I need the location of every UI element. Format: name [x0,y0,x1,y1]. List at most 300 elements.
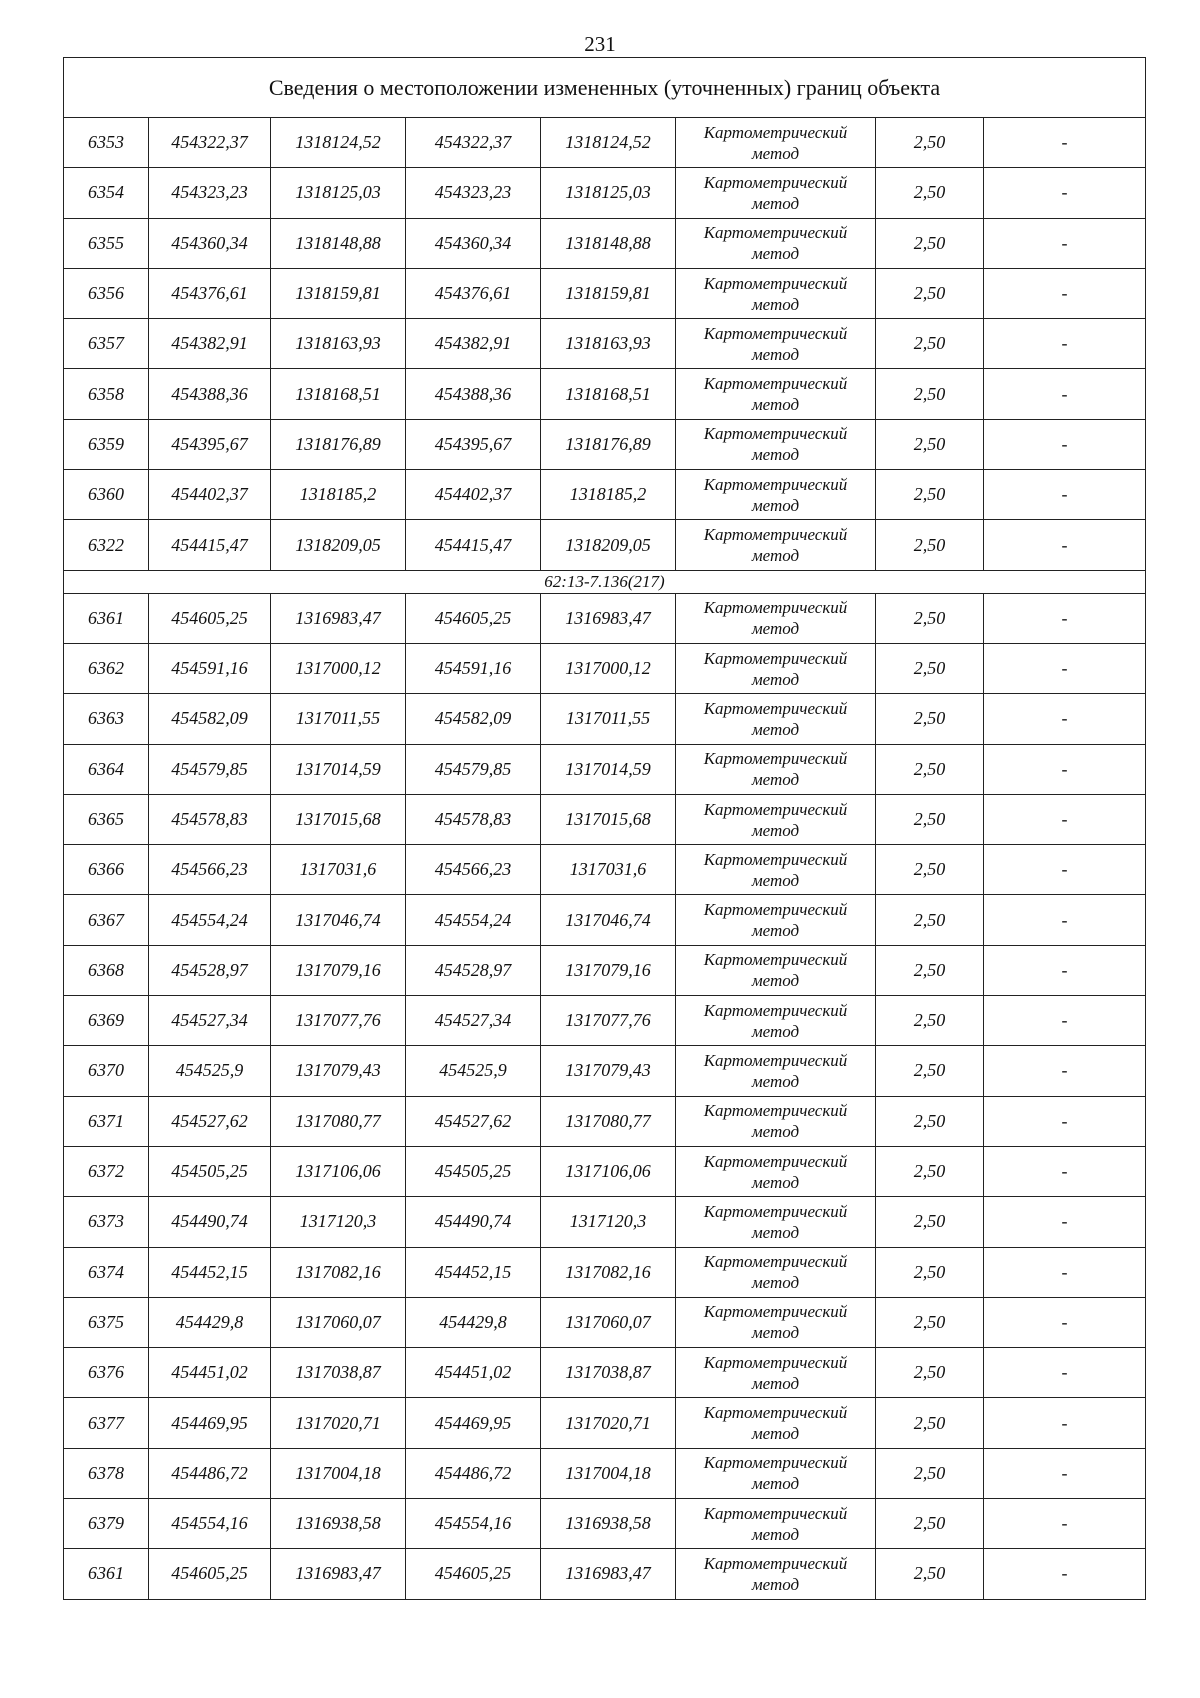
method-line-1: Картометрический [703,223,848,243]
method-line-1: Картометрический [703,172,848,192]
method-line-1: Картометрический [703,1050,848,1070]
method-line-2: метод [751,344,800,364]
y-new-cell: 1318209,05 [541,520,676,570]
x-new-cell: 454415,47 [406,520,541,570]
note-cell: - [984,643,1146,693]
point-number-cell: 6379 [64,1499,149,1549]
y-new-cell: 1318168,51 [541,369,676,419]
note-cell: - [984,1549,1146,1599]
method-line-1: Картометрический [703,474,848,494]
table-row [64,845,1146,895]
y-new-cell: 1317079,43 [541,1046,676,1096]
y-old-cell: 1317046,74 [271,895,406,945]
table-title: Сведения о местоположении измененных (уточненных) границ объекта [64,58,1146,118]
x-old-cell: 454322,37 [149,118,271,168]
method-line-1: Картометрический [703,698,848,718]
y-old-cell: 1318163,93 [271,319,406,369]
y-new-cell: 1317060,07 [541,1297,676,1347]
note-cell: - [984,520,1146,570]
x-new-cell: 454527,62 [406,1096,541,1146]
x-new-cell: 454579,85 [406,744,541,794]
y-new-cell: 1318125,03 [541,168,676,218]
y-new-cell: 1318185,2 [541,470,676,520]
table-row [64,1398,1146,1448]
method-line-1: Картометрический [703,424,848,444]
x-old-cell: 454554,16 [149,1499,271,1549]
method-line-2: метод [751,445,800,465]
x-new-cell: 454605,25 [406,1549,541,1599]
method-line-1: Картометрический [703,122,848,142]
y-old-cell: 1318176,89 [271,419,406,469]
x-old-cell: 454578,83 [149,794,271,844]
y-old-cell: 1317014,59 [271,744,406,794]
note-cell: - [984,1146,1146,1196]
method-line-2: метод [751,546,800,566]
method-cell [676,996,876,1046]
note-cell: - [984,1448,1146,1498]
x-new-cell: 454452,15 [406,1247,541,1297]
method-cell [676,118,876,168]
note-cell: - [984,1046,1146,1096]
table-row [64,1046,1146,1096]
method-line-2: метод [751,1172,800,1192]
y-new-cell: 1317077,76 [541,996,676,1046]
note-cell: - [984,1096,1146,1146]
y-old-cell: 1318168,51 [271,369,406,419]
x-new-cell: 454486,72 [406,1448,541,1498]
x-old-cell: 454591,16 [149,643,271,693]
point-number-cell: 6322 [64,520,149,570]
y-new-cell: 1317082,16 [541,1247,676,1297]
point-number-cell: 6353 [64,118,149,168]
x-new-cell: 454429,8 [406,1297,541,1347]
accuracy-cell: 2,50 [876,1499,984,1549]
y-old-cell: 1317031,6 [271,845,406,895]
y-new-cell: 1317004,18 [541,1448,676,1498]
note-cell: - [984,268,1146,318]
accuracy-cell: 2,50 [876,268,984,318]
y-new-cell: 1316983,47 [541,593,676,643]
y-new-cell: 1317020,71 [541,1398,676,1448]
accuracy-cell: 2,50 [876,1096,984,1146]
x-new-cell: 454591,16 [406,643,541,693]
note-cell: - [984,1348,1146,1398]
method-line-2: метод [751,921,800,941]
y-new-cell: 1318163,93 [541,319,676,369]
accuracy-cell: 2,50 [876,1297,984,1347]
x-old-cell: 454376,61 [149,268,271,318]
x-new-cell: 454554,24 [406,895,541,945]
y-new-cell: 1317011,55 [541,694,676,744]
table-row [64,643,1146,693]
accuracy-cell: 2,50 [876,1247,984,1297]
x-new-cell: 454376,61 [406,268,541,318]
y-new-cell: 1318176,89 [541,419,676,469]
method-line-2: метод [751,1424,800,1444]
y-new-cell: 1316983,47 [541,1549,676,1599]
method-line-1: Картометрический [703,598,848,618]
x-old-cell: 454469,95 [149,1398,271,1448]
method-line-1: Картометрический [703,1352,848,1372]
method-line-2: метод [751,770,800,790]
y-old-cell: 1318148,88 [271,218,406,268]
x-old-cell: 454582,09 [149,694,271,744]
table-row [64,1448,1146,1498]
method-line-1: Картометрический [703,1302,848,1322]
table-row [64,895,1146,945]
table-row [64,1247,1146,1297]
method-cell [676,218,876,268]
method-line-1: Картометрический [703,323,848,343]
note-cell: - [984,1297,1146,1347]
method-cell [676,168,876,218]
y-old-cell: 1317079,43 [271,1046,406,1096]
x-old-cell: 454382,91 [149,319,271,369]
method-line-1: Картометрический [703,950,848,970]
accuracy-cell: 2,50 [876,1146,984,1196]
method-line-1: Картометрический [703,648,848,668]
x-new-cell: 454395,67 [406,419,541,469]
note-cell: - [984,369,1146,419]
method-cell [676,643,876,693]
accuracy-cell: 2,50 [876,1197,984,1247]
x-old-cell: 454402,37 [149,470,271,520]
point-number-cell: 6373 [64,1197,149,1247]
table-row [64,996,1146,1046]
method-line-1: Картометрический [703,1403,848,1423]
accuracy-cell: 2,50 [876,419,984,469]
method-line-1: Картометрический [703,900,848,920]
method-line-1: Картометрический [703,1453,848,1473]
method-line-2: метод [751,870,800,890]
note-cell: - [984,945,1146,995]
x-old-cell: 454395,67 [149,419,271,469]
x-old-cell: 454605,25 [149,593,271,643]
y-new-cell: 1317106,06 [541,1146,676,1196]
point-number-cell: 6361 [64,1549,149,1599]
y-new-cell: 1317038,87 [541,1348,676,1398]
point-number-cell: 6378 [64,1448,149,1498]
method-line-2: метод [751,1474,800,1494]
accuracy-cell: 2,50 [876,845,984,895]
table-row [64,118,1146,168]
y-new-cell: 1317014,59 [541,744,676,794]
accuracy-cell: 2,50 [876,945,984,995]
x-new-cell: 454360,34 [406,218,541,268]
method-line-1: Картометрический [703,273,848,293]
table-row [64,470,1146,520]
y-old-cell: 1317082,16 [271,1247,406,1297]
method-cell [676,1348,876,1398]
point-number-cell: 6368 [64,945,149,995]
note-cell: - [984,996,1146,1046]
x-old-cell: 454525,9 [149,1046,271,1096]
method-line-2: метод [751,1373,800,1393]
note-cell: - [984,895,1146,945]
y-new-cell: 1316938,58 [541,1499,676,1549]
method-line-2: метод [751,193,800,213]
accuracy-cell: 2,50 [876,694,984,744]
method-cell [676,845,876,895]
accuracy-cell: 2,50 [876,218,984,268]
y-new-cell: 1318124,52 [541,118,676,168]
y-old-cell: 1317004,18 [271,1448,406,1498]
table-row [64,744,1146,794]
method-line-2: метод [751,820,800,840]
x-old-cell: 454429,8 [149,1297,271,1347]
point-number-cell: 6361 [64,593,149,643]
x-new-cell: 454525,9 [406,1046,541,1096]
accuracy-cell: 2,50 [876,593,984,643]
y-new-cell: 1318159,81 [541,268,676,318]
y-old-cell: 1317060,07 [271,1297,406,1347]
accuracy-cell: 2,50 [876,1046,984,1096]
table-row [64,268,1146,318]
method-cell [676,945,876,995]
accuracy-cell: 2,50 [876,895,984,945]
method-line-2: метод [751,294,800,314]
method-line-2: метод [751,1574,800,1594]
y-old-cell: 1318209,05 [271,520,406,570]
y-old-cell: 1317000,12 [271,643,406,693]
x-old-cell: 454554,24 [149,895,271,945]
method-line-2: метод [751,1071,800,1091]
x-old-cell: 454528,97 [149,945,271,995]
table-row [64,419,1146,469]
x-new-cell: 454382,91 [406,319,541,369]
coordinates-table-wrapper [63,57,1145,1600]
method-line-2: метод [751,971,800,991]
note-cell: - [984,1197,1146,1247]
section-header-row [64,570,1146,593]
point-number-cell: 6354 [64,168,149,218]
method-cell [676,1398,876,1448]
method-line-1: Картометрический [703,525,848,545]
x-new-cell: 454605,25 [406,593,541,643]
x-new-cell: 454528,97 [406,945,541,995]
y-old-cell: 1317079,16 [271,945,406,995]
y-old-cell: 1318159,81 [271,268,406,318]
x-new-cell: 454582,09 [406,694,541,744]
note-cell: - [984,1398,1146,1448]
x-old-cell: 454579,85 [149,744,271,794]
x-old-cell: 454566,23 [149,845,271,895]
note-cell: - [984,694,1146,744]
method-line-2: метод [751,495,800,515]
method-cell [676,1549,876,1599]
x-new-cell: 454566,23 [406,845,541,895]
accuracy-cell: 2,50 [876,369,984,419]
table-row [64,1297,1146,1347]
accuracy-cell: 2,50 [876,1398,984,1448]
method-line-1: Картометрический [703,1553,848,1573]
method-line-2: метод [751,719,800,739]
table-title-row [64,58,1146,118]
method-line-1: Картометрический [703,799,848,819]
method-cell [676,419,876,469]
y-new-cell: 1317046,74 [541,895,676,945]
method-cell [676,744,876,794]
y-old-cell: 1318124,52 [271,118,406,168]
method-line-1: Картометрический [703,1151,848,1171]
table-row [64,520,1146,570]
note-cell: - [984,1499,1146,1549]
point-number-cell: 6367 [64,895,149,945]
x-new-cell: 454388,36 [406,369,541,419]
method-line-2: метод [751,669,800,689]
table-row [64,1499,1146,1549]
note-cell: - [984,593,1146,643]
method-cell [676,520,876,570]
x-old-cell: 454486,72 [149,1448,271,1498]
section-header: 62:13-7.136(217) [64,570,1146,593]
x-old-cell: 454605,25 [149,1549,271,1599]
method-cell [676,794,876,844]
y-old-cell: 1317020,71 [271,1398,406,1448]
table-row [64,168,1146,218]
x-old-cell: 454451,02 [149,1348,271,1398]
x-new-cell: 454527,34 [406,996,541,1046]
method-line-1: Картометрический [703,749,848,769]
accuracy-cell: 2,50 [876,1448,984,1498]
x-old-cell: 454527,62 [149,1096,271,1146]
method-line-2: метод [751,1323,800,1343]
x-old-cell: 454388,36 [149,369,271,419]
point-number-cell: 6362 [64,643,149,693]
method-cell [676,268,876,318]
point-number-cell: 6366 [64,845,149,895]
y-old-cell: 1316938,58 [271,1499,406,1549]
accuracy-cell: 2,50 [876,794,984,844]
x-old-cell: 454360,34 [149,218,271,268]
note-cell: - [984,319,1146,369]
table-row [64,1146,1146,1196]
note-cell: - [984,845,1146,895]
method-line-1: Картометрический [703,374,848,394]
coordinates-table [63,57,1146,1600]
method-cell [676,1146,876,1196]
y-new-cell: 1317015,68 [541,794,676,844]
method-cell [676,694,876,744]
method-cell [676,895,876,945]
x-new-cell: 454578,83 [406,794,541,844]
method-line-1: Картометрический [703,849,848,869]
x-new-cell: 454451,02 [406,1348,541,1398]
x-old-cell: 454452,15 [149,1247,271,1297]
y-new-cell: 1317079,16 [541,945,676,995]
page-number: 231 [584,32,616,56]
x-old-cell: 454415,47 [149,520,271,570]
x-old-cell: 454490,74 [149,1197,271,1247]
table-row [64,945,1146,995]
accuracy-cell: 2,50 [876,1348,984,1398]
point-number-cell: 6375 [64,1297,149,1347]
accuracy-cell: 2,50 [876,1549,984,1599]
method-line-2: метод [751,619,800,639]
note-cell: - [984,168,1146,218]
table-row [64,1096,1146,1146]
y-old-cell: 1317080,77 [271,1096,406,1146]
accuracy-cell: 2,50 [876,996,984,1046]
point-number-cell: 6370 [64,1046,149,1096]
table-row [64,1549,1146,1599]
method-cell [676,470,876,520]
note-cell: - [984,1247,1146,1297]
table-row [64,218,1146,268]
method-line-2: метод [751,1273,800,1293]
method-line-2: метод [751,395,800,415]
x-old-cell: 454323,23 [149,168,271,218]
y-old-cell: 1317011,55 [271,694,406,744]
note-cell: - [984,744,1146,794]
x-new-cell: 454490,74 [406,1197,541,1247]
table-row [64,694,1146,744]
accuracy-cell: 2,50 [876,319,984,369]
accuracy-cell: 2,50 [876,744,984,794]
y-old-cell: 1318185,2 [271,470,406,520]
x-new-cell: 454505,25 [406,1146,541,1196]
y-old-cell: 1316983,47 [271,1549,406,1599]
method-line-2: метод [751,244,800,264]
method-cell [676,1297,876,1347]
point-number-cell: 6357 [64,319,149,369]
note-cell: - [984,794,1146,844]
accuracy-cell: 2,50 [876,168,984,218]
method-line-2: метод [751,1222,800,1242]
table-row [64,593,1146,643]
method-cell [676,1046,876,1096]
method-line-2: метод [751,143,800,163]
y-old-cell: 1317077,76 [271,996,406,1046]
point-number-cell: 6363 [64,694,149,744]
note-cell: - [984,218,1146,268]
table-row [64,1348,1146,1398]
x-old-cell: 454527,34 [149,996,271,1046]
method-cell [676,1197,876,1247]
point-number-cell: 6371 [64,1096,149,1146]
method-line-1: Картометрический [703,1101,848,1121]
point-number-cell: 6376 [64,1348,149,1398]
point-number-cell: 6355 [64,218,149,268]
accuracy-cell: 2,50 [876,643,984,693]
y-old-cell: 1317015,68 [271,794,406,844]
x-new-cell: 454469,95 [406,1398,541,1448]
point-number-cell: 6356 [64,268,149,318]
note-cell: - [984,470,1146,520]
table-row [64,369,1146,419]
accuracy-cell: 2,50 [876,520,984,570]
y-old-cell: 1317038,87 [271,1348,406,1398]
x-old-cell: 454505,25 [149,1146,271,1196]
method-line-2: метод [751,1122,800,1142]
table-row [64,1197,1146,1247]
method-line-2: метод [751,1021,800,1041]
point-number-cell: 6372 [64,1146,149,1196]
point-number-cell: 6364 [64,744,149,794]
y-old-cell: 1318125,03 [271,168,406,218]
point-number-cell: 6377 [64,1398,149,1448]
method-line-1: Картометрический [703,1201,848,1221]
method-line-1: Картометрический [703,1252,848,1272]
method-line-1: Картометрический [703,1000,848,1020]
method-cell [676,593,876,643]
table-body [64,58,1146,1600]
y-new-cell: 1317080,77 [541,1096,676,1146]
x-new-cell: 454323,23 [406,168,541,218]
table-row [64,794,1146,844]
point-number-cell: 6365 [64,794,149,844]
point-number-cell: 6358 [64,369,149,419]
